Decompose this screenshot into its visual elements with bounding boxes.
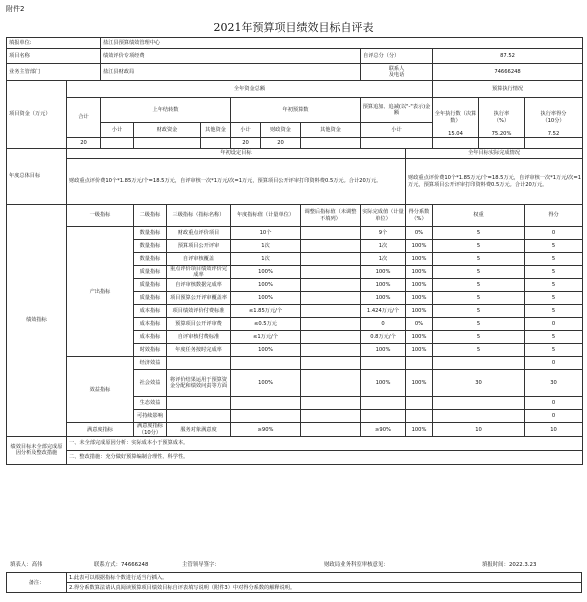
perf-cell: 0 (525, 318, 583, 331)
perf-cell: 质量指标 (134, 266, 167, 279)
perf-cell: 5 (525, 305, 583, 318)
perf-cell (301, 344, 361, 357)
perf-cell: 10 (525, 423, 583, 436)
perf-row (7, 227, 583, 240)
score-value: 87.52 (433, 49, 583, 64)
perf-header: 调整后指标值（未调整不填列） (301, 205, 361, 227)
perf-cell: 0 (361, 318, 406, 331)
dept-value: 盐江县财政局 (101, 64, 361, 81)
perf-cell: 1次 (361, 240, 406, 253)
perf-header: 实际完成值（计量单位） (361, 205, 406, 227)
goal-label: 年度总体目标 (7, 149, 67, 205)
v-exec-score: 7.52 (525, 129, 583, 140)
goal-actual: 财政重点评价费10个*1.85万元/个=18.5万元，自评审核一次*1万元/次=1万元，预算项目公开评审打印资料费0.5万元。合计20万元。 (406, 159, 583, 205)
perf-cell: 0 (525, 227, 583, 240)
budget-other: 其他资金 (301, 123, 361, 138)
perf-cell: 生态效益 (134, 397, 167, 410)
perf-cell: 100% (406, 279, 433, 292)
perf-cell: 5 (433, 318, 525, 331)
perf-cell: 100% (361, 266, 406, 279)
footer (6, 556, 582, 593)
perf-cell: ≥90% (231, 423, 301, 436)
perf-cell: 成本指标 (134, 318, 167, 331)
adjust-small: 小计 (361, 123, 433, 138)
perf-cell: 9个 (361, 227, 406, 240)
perf-cell: 5 (433, 331, 525, 344)
perf-cell: 5 (525, 292, 583, 305)
perf-cell: 100% (361, 279, 406, 292)
score-label: 自评总分（分） (361, 49, 433, 64)
perf-cell: 财政重点评价项目 (167, 227, 231, 240)
perf-cell: 自评审核付费标准 (167, 331, 231, 344)
perf-cell (301, 240, 361, 253)
perf-header: 年度指标值（计量单位） (231, 205, 301, 227)
perf-cell (406, 357, 433, 370)
col-exec-rate: 执行率 （%） (479, 98, 525, 138)
carry-small: 小计 (101, 123, 134, 138)
perf-cell (301, 318, 361, 331)
perf-cell (301, 305, 361, 318)
col-exec-score: 执行率得分 （10分） (525, 98, 583, 138)
v-budget-small: 20 (231, 138, 261, 149)
perf-cell: 数量指标 (134, 253, 167, 266)
filler: 填表人：高伟 (10, 562, 43, 568)
perf-cell: 5 (433, 227, 525, 240)
perf-cell (301, 357, 361, 370)
perf-cell: 数量指标 (134, 227, 167, 240)
perf-label: 绩效指标 (7, 205, 67, 437)
perf-cell: 1次 (361, 253, 406, 266)
perf-cell: 100% (406, 423, 433, 436)
perf-cell: 100% (231, 279, 301, 292)
unit-value: 盐江县预算绩效管理中心 (101, 38, 583, 49)
perf-cell: 100% (361, 344, 406, 357)
perf-cell (231, 410, 301, 423)
perf-cell: 时效指标 (134, 344, 167, 357)
perf-header: 三级指标（指标名称） (167, 205, 231, 227)
perf-cell: ≤0.5万元 (231, 318, 301, 331)
perf-cell: 0 (525, 357, 583, 370)
perf-cell: 项目预算公开评审覆盖率 (167, 292, 231, 305)
perf-cell (361, 397, 406, 410)
perf-cell: 0% (406, 318, 433, 331)
perf-cell: 5 (433, 344, 525, 357)
perf-cell: 0 (525, 397, 583, 410)
perf-cell: 5 (525, 266, 583, 279)
perf-cell: 100% (406, 305, 433, 318)
funds-total-title: 全年资金总额 (67, 81, 433, 98)
perf-cell: 将评价结果运用于预算资金分配和绩效问责等方面 (167, 370, 231, 397)
perf-group: 满意度指标 (67, 423, 134, 436)
perf-cell (301, 397, 361, 410)
perf-cell: 社会效益 (134, 370, 167, 397)
budget-small: 小计 (231, 123, 261, 138)
perf-cell: 自评审核覆盖 (167, 253, 231, 266)
perf-cell: 100% (406, 253, 433, 266)
perf-cell: 5 (433, 253, 525, 266)
perf-group: 效益指标 (67, 357, 134, 423)
perf-cell: 5 (525, 240, 583, 253)
perf-cell (167, 410, 231, 423)
notes-label: 备注： (7, 573, 67, 593)
perf-cell: 100% (361, 292, 406, 305)
perf-cell: 10 (433, 423, 525, 436)
notes (6, 572, 582, 593)
perf-cell (301, 227, 361, 240)
perf-cell: 100% (231, 266, 301, 279)
perf-cell: 1.424万元/个 (361, 305, 406, 318)
contact-value: 74666248 (433, 64, 583, 81)
perf-cell: 0.8万元/个 (361, 331, 406, 344)
perf-cell: 年度任务按时完成率 (167, 344, 231, 357)
perf-cell: 质量指标 (134, 279, 167, 292)
fill-date: 填报时间：2022.3.23 (482, 562, 537, 568)
perf-cell (301, 292, 361, 305)
project-label: 项目名称 (7, 49, 101, 64)
analysis-label: 绩效目标未全部完成原因分析及整改措施 (7, 436, 67, 464)
perf-cell: 预算项目公开评审 (167, 240, 231, 253)
budget-fiscal: 财政资金 (261, 123, 301, 138)
perf-row (7, 423, 583, 436)
perf-cell: 100% (406, 370, 433, 397)
goal-initial-title: 年初设定目标 (67, 149, 406, 159)
v-exec-rate: 75.20% (479, 129, 525, 140)
v-budget-fiscal: 20 (261, 138, 301, 149)
note-2: 2.得分系数算法请认真阅读预算项目绩效目标自评表填写说明（附件3）中对得分系数的解释说明。 (67, 583, 582, 593)
perf-cell: 100% (406, 344, 433, 357)
perf-cell: 自评审核数据完成率 (167, 279, 231, 292)
col-adjust: 预算追加、追减(以"-"表示)金额 (361, 98, 433, 123)
perf-cell (361, 410, 406, 423)
perf-row (7, 357, 583, 370)
perf-cell (301, 253, 361, 266)
perf-cell: 重点评价项目绩效评价完成率 (167, 266, 231, 279)
perf-cell (167, 357, 231, 370)
v-total: 20 (67, 138, 101, 149)
perf-cell: 预算项目公开评审费 (167, 318, 231, 331)
perf-group: 产出指标 (67, 227, 134, 357)
col-exec-num: 全年执行数（决算数） (433, 98, 479, 138)
perf-cell: 经济效益 (134, 357, 167, 370)
note-1: 1.此表可以根据指标个数进行适当行插入。 (67, 573, 582, 583)
attachment-label: 附件2 (6, 5, 25, 13)
v-exec-num: 15.04 (433, 129, 479, 140)
perf-cell: 5 (525, 253, 583, 266)
perf-cell (231, 397, 301, 410)
perf-cell: 数量指标 (134, 240, 167, 253)
col-budget: 年初预算数 (231, 98, 361, 123)
perf-header: 权重 (433, 205, 525, 227)
perf-cell: 100% (231, 344, 301, 357)
perf-cell: 1次 (231, 240, 301, 253)
perf-cell: ≥90% (361, 423, 406, 436)
unit-label: 填报单位: (7, 38, 101, 49)
perf-cell: 项目绩效评价付费标准 (167, 305, 231, 318)
col-total: 合计 (67, 98, 101, 138)
perf-cell: 5 (525, 344, 583, 357)
carry-fiscal: 财政资金 (134, 123, 201, 138)
leader-sign: 主管领导签字： (182, 562, 220, 568)
perf-cell: 成本指标 (134, 331, 167, 344)
goal-initial: 财政重点评价费10个*1.85万元/个=18.5万元，自评审核一次*1万元/次=1万元，预算项目公开评审打印资料费0.5万元。合计20万元。 (67, 159, 406, 205)
perf-header: 二级指标 (134, 205, 167, 227)
evaluation-table (6, 37, 583, 465)
perf-cell: 0% (406, 227, 433, 240)
review-opinion: 财政局业务科室审核意见： (324, 562, 389, 568)
perf-cell: 100% (406, 240, 433, 253)
perf-cell (301, 423, 361, 436)
perf-cell: 5 (433, 240, 525, 253)
goal-actual-title: 全年目标实际完成情况 (406, 149, 583, 159)
perf-cell (301, 279, 361, 292)
col-carry: 上年结转数 (101, 98, 231, 123)
carry-other: 其他资金 (201, 123, 231, 138)
funds-label: 项目资金（万元） (7, 81, 67, 149)
perf-cell: 1次 (231, 253, 301, 266)
perf-cell: 100% (231, 292, 301, 305)
perf-cell: 100% (231, 370, 301, 397)
perf-header: 得分 (525, 205, 583, 227)
perf-cell: 10个 (231, 227, 301, 240)
perf-cell (301, 331, 361, 344)
perf-cell (361, 357, 406, 370)
perf-cell (301, 410, 361, 423)
contact-label: 联系人 及电话 (361, 64, 433, 81)
perf-cell: 可持续影响 (134, 410, 167, 423)
perf-cell: 30 (525, 370, 583, 397)
perf-header: 得分系数（%） (406, 205, 433, 227)
perf-cell: 服务对象满意度 (167, 423, 231, 436)
perf-cell: 满意度指标（10分） (134, 423, 167, 436)
perf-cell (433, 410, 525, 423)
perf-cell: 5 (525, 331, 583, 344)
perf-cell: 5 (525, 279, 583, 292)
perf-cell (301, 370, 361, 397)
perf-cell: ≤1万元/个 (231, 331, 301, 344)
exec-title: 预算执行情况 (433, 81, 583, 98)
perf-cell: 100% (406, 266, 433, 279)
perf-cell: 质量指标 (134, 292, 167, 305)
perf-cell: 成本指标 (134, 305, 167, 318)
perf-cell (433, 397, 525, 410)
perf-cell (167, 397, 231, 410)
analysis-line-2: 二、整改措施：充分做好预算编制合理性、科学性。 (67, 450, 583, 464)
perf-cell (406, 410, 433, 423)
perf-cell (433, 357, 525, 370)
project-value: 绩效评价专项经费 (101, 49, 361, 64)
page-title: 2021年预算项目绩效目标自评表 (213, 21, 374, 34)
perf-cell: ≤1.85万元/个 (231, 305, 301, 318)
perf-header: 一级指标 (67, 205, 134, 227)
perf-cell: 5 (433, 279, 525, 292)
perf-cell (406, 397, 433, 410)
perf-cell: 0 (525, 410, 583, 423)
analysis-line-1: 一、未全部完成原因分析：实际成本小于预算成本。 (67, 436, 583, 450)
perf-cell: 5 (433, 292, 525, 305)
perf-cell (301, 266, 361, 279)
phone: 联系方式：74666248 (94, 562, 149, 568)
perf-cell (231, 357, 301, 370)
perf-cell: 100% (361, 370, 406, 397)
dept-label: 业务主管部门 (7, 64, 101, 81)
perf-cell: 100% (406, 292, 433, 305)
perf-cell: 5 (433, 305, 525, 318)
perf-cell: 5 (433, 266, 525, 279)
perf-cell: 30 (433, 370, 525, 397)
perf-cell: 100% (406, 331, 433, 344)
